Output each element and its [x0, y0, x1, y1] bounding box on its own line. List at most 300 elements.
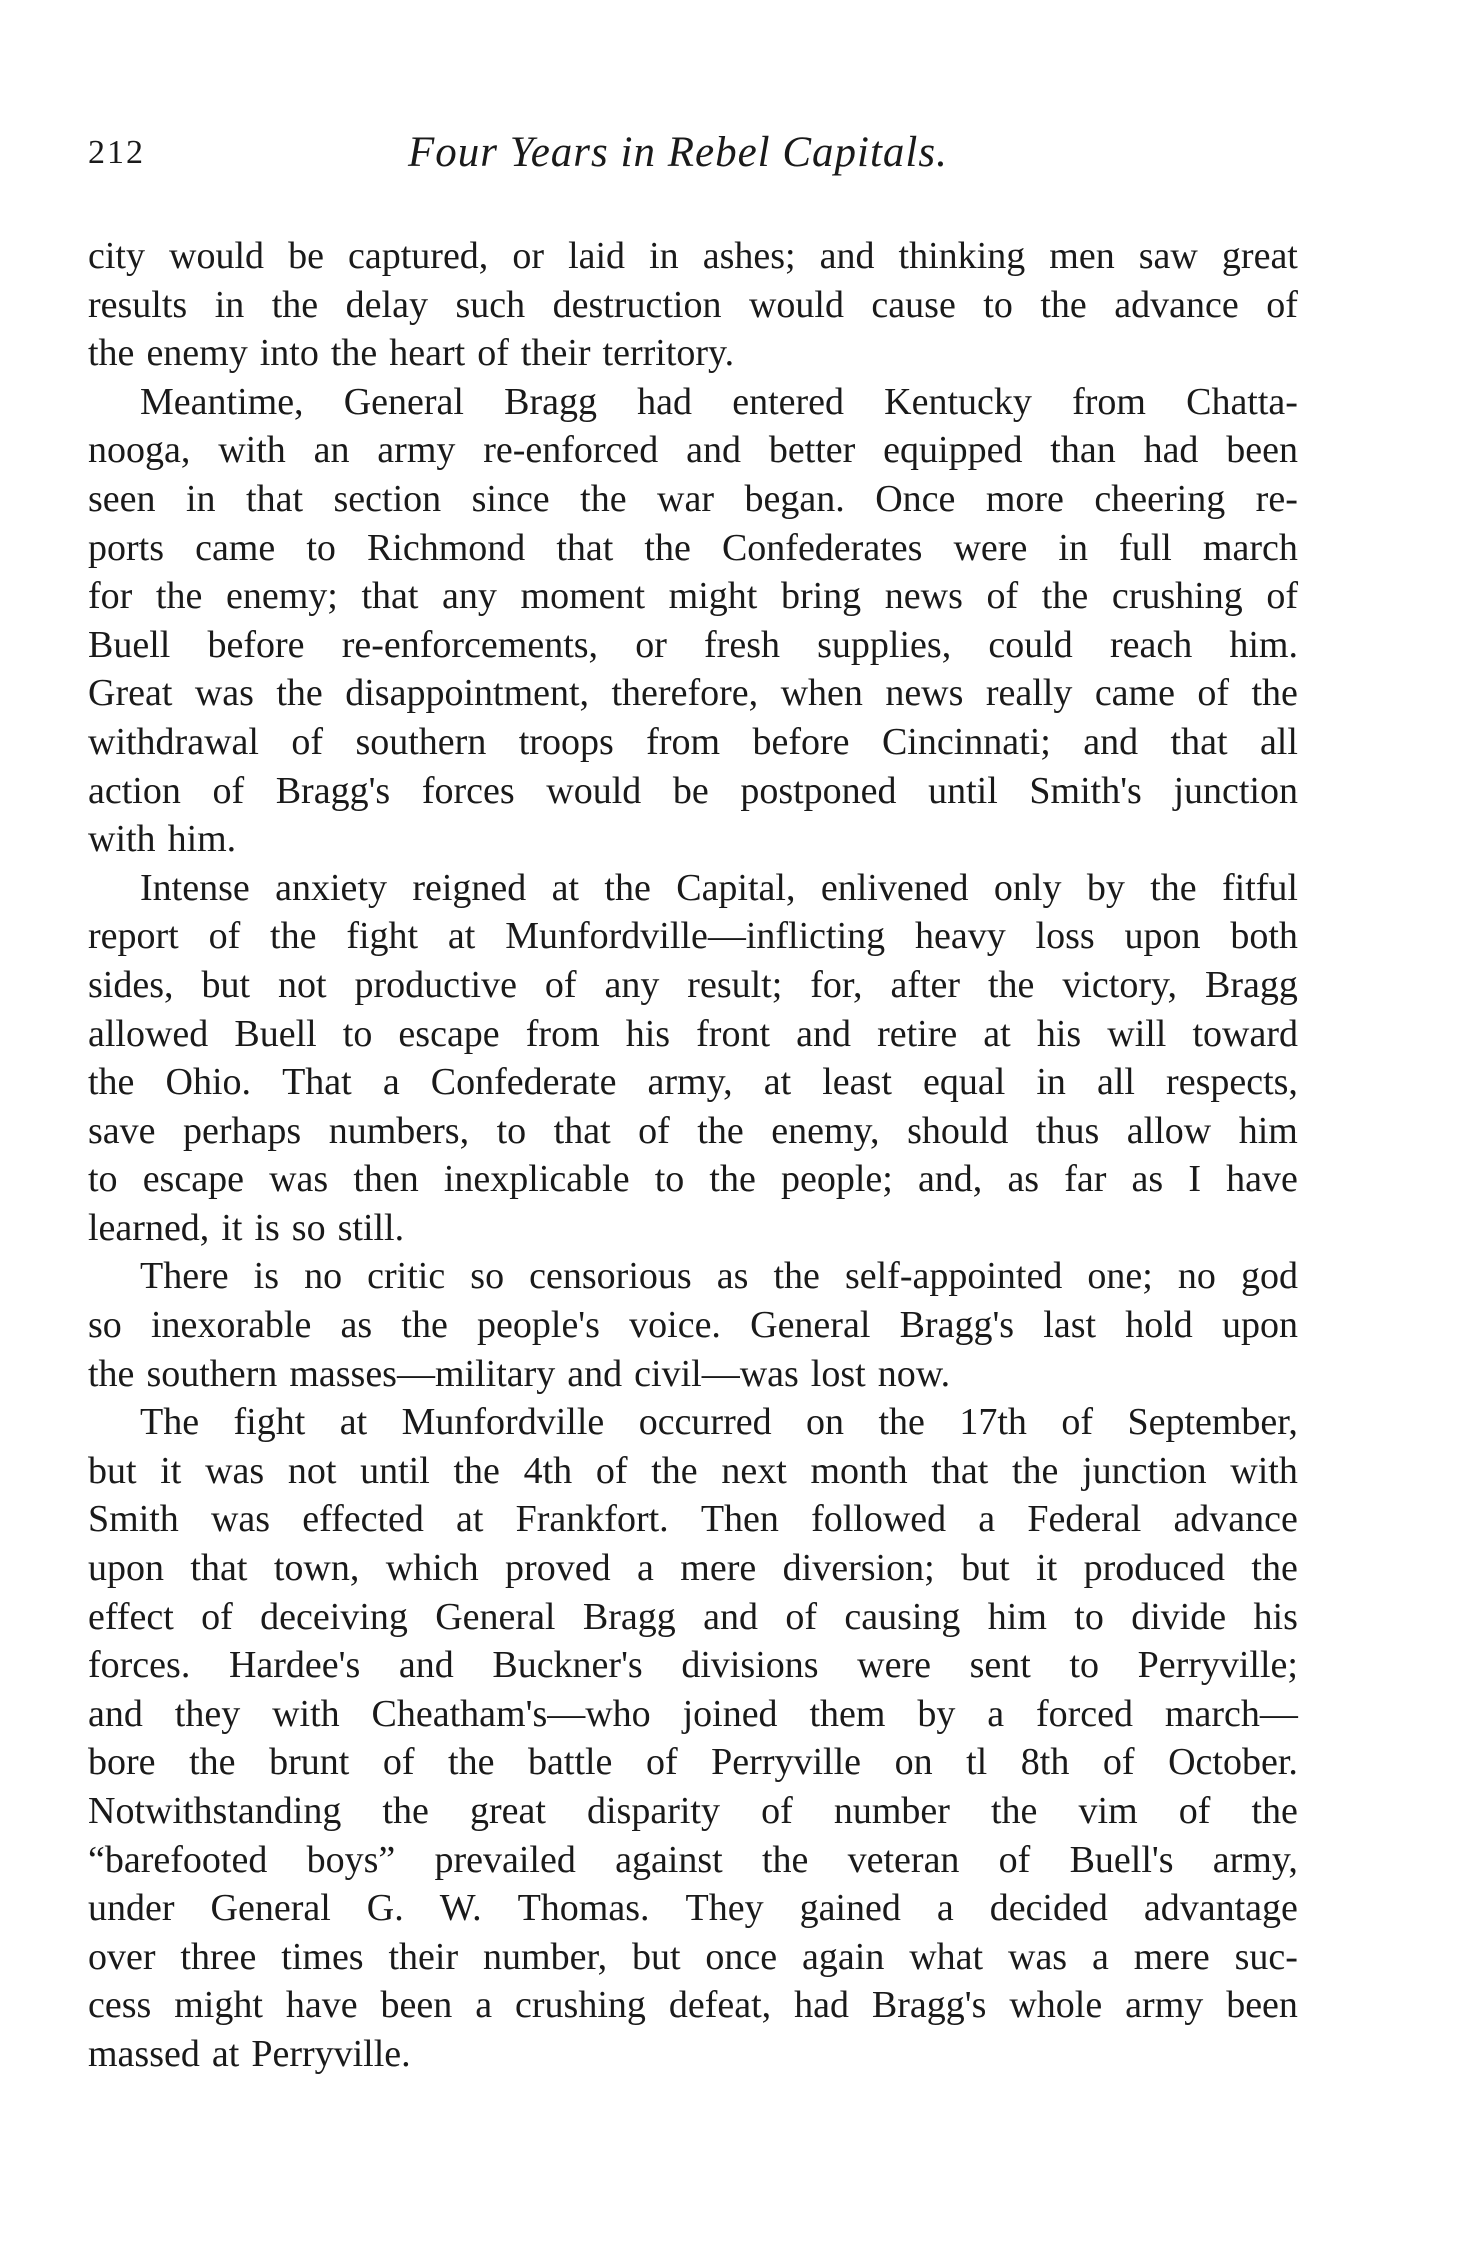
word: the [991, 1790, 1038, 1832]
word: of [761, 1790, 793, 1832]
word: Confederate [430, 1061, 617, 1104]
word: General [435, 1595, 556, 1638]
word: him [1238, 1109, 1298, 1152]
word: report [88, 915, 179, 958]
word: at [763, 1061, 792, 1104]
word: army [377, 429, 456, 472]
word: a [978, 1498, 996, 1541]
word: no [304, 1255, 343, 1298]
word: southern [355, 720, 487, 763]
word: that [1170, 720, 1228, 763]
word: no [1177, 1255, 1216, 1298]
word: upon [88, 1547, 164, 1590]
word: from [1072, 380, 1146, 423]
word: that [246, 477, 304, 520]
word: they [174, 1692, 241, 1735]
word: was [210, 1498, 271, 1541]
word: sent [969, 1644, 1031, 1687]
word: to [1069, 1644, 1099, 1687]
word: which [385, 1547, 479, 1590]
word: of [1178, 1790, 1211, 1832]
word: from [646, 720, 721, 763]
word: it [221, 1206, 243, 1249]
word: next [721, 1449, 787, 1492]
word: the [604, 866, 651, 909]
word: what [909, 1935, 984, 1978]
text-line [88, 426, 1298, 475]
word: moment [520, 575, 646, 618]
word: be [288, 235, 324, 277]
word: the [580, 477, 627, 520]
word: Confederates [721, 526, 923, 569]
word: decided [989, 1887, 1108, 1930]
word: of [986, 575, 1019, 618]
word: voice. [629, 1304, 721, 1347]
text-line [88, 767, 1298, 816]
body-text [88, 232, 1298, 2079]
word: of [382, 1741, 415, 1784]
word: the [88, 1352, 135, 1395]
word: his [1253, 1595, 1298, 1638]
word: Bragg [582, 1595, 676, 1638]
word: reigned [412, 866, 527, 909]
word: at [551, 866, 580, 909]
word: city [88, 235, 145, 277]
word: the [1040, 283, 1087, 326]
word: and [703, 1595, 758, 1638]
word: still. [337, 1206, 405, 1249]
word: October. [1168, 1741, 1298, 1784]
word: army, [647, 1061, 733, 1104]
word: by [917, 1692, 956, 1735]
word: really [985, 672, 1073, 715]
word: with [1230, 1449, 1298, 1492]
word: to [496, 1109, 527, 1152]
text-line [88, 1884, 1298, 1933]
word: inexplicable [443, 1158, 630, 1201]
word: were [857, 1644, 931, 1687]
text-line [88, 1738, 1298, 1787]
word: crushing [515, 1984, 646, 2027]
word: whole [1009, 1984, 1103, 2027]
word: Buell [88, 623, 171, 666]
page-number: 212 [88, 134, 145, 171]
word: of [785, 1595, 817, 1638]
word: Richmond [366, 526, 526, 569]
word: march [1202, 526, 1298, 569]
word: was [205, 1449, 265, 1492]
word: that [931, 1449, 989, 1492]
word: General [210, 1887, 331, 1930]
text-line [88, 232, 1298, 281]
word: mere [680, 1547, 757, 1590]
word: toward [1192, 1012, 1298, 1055]
text-line [88, 1495, 1298, 1544]
word: all [1259, 720, 1298, 763]
word: G. [366, 1887, 404, 1930]
word: 17th [959, 1401, 1027, 1444]
text-line [88, 1350, 1298, 1399]
word: heavy [914, 915, 1006, 958]
word: a [987, 1692, 1005, 1735]
running-title: Four Years in Rebel Capitals. [408, 129, 948, 176]
word: since [471, 477, 550, 520]
word: Meantime, [140, 380, 304, 423]
word: W. [439, 1887, 482, 1930]
word: fresh [704, 623, 780, 666]
word: could [988, 623, 1073, 666]
word: so [470, 1255, 505, 1298]
word: their [520, 332, 591, 375]
word: cess [88, 1984, 152, 2027]
word: the [271, 283, 319, 326]
word: at [339, 1401, 368, 1444]
word: an [313, 429, 350, 472]
word: god [1240, 1255, 1298, 1298]
text-line [88, 1447, 1298, 1496]
word: began. [744, 477, 845, 520]
word: against [615, 1838, 723, 1881]
word: great [1221, 235, 1298, 277]
word: ashes; [702, 235, 796, 277]
word: the [448, 1741, 495, 1784]
word: cause [871, 283, 956, 326]
word: better [768, 429, 856, 472]
word: of [477, 332, 509, 375]
word: been [380, 1984, 453, 2027]
word: disappointment, [345, 672, 590, 715]
word: to [983, 283, 1013, 326]
word: to [654, 1158, 685, 1201]
word: escape [142, 1158, 244, 1201]
word: full [1119, 526, 1172, 569]
word: defeat, [668, 1984, 772, 2027]
word: news [884, 575, 963, 618]
word: September, [1127, 1401, 1298, 1444]
word: The [140, 1401, 200, 1444]
word: that [361, 575, 419, 618]
word: had [1143, 429, 1199, 472]
word: advance [1173, 1498, 1298, 1541]
word: re-enforcements, [341, 623, 599, 666]
word: on [806, 1401, 845, 1444]
word: ports [88, 526, 164, 569]
word: effect [88, 1595, 174, 1638]
word: the [276, 672, 323, 715]
word: was [194, 672, 254, 715]
word: equipped [883, 429, 1023, 472]
word: that [190, 1547, 248, 1590]
word: month [810, 1449, 908, 1492]
text-line [88, 1593, 1298, 1642]
word: supplies, [817, 623, 952, 666]
word: front [696, 1012, 771, 1055]
word: They [685, 1887, 764, 1930]
word: Chatta- [1186, 380, 1298, 423]
text-line [88, 864, 1298, 913]
word: only [993, 866, 1062, 909]
word: numbers, [328, 1109, 470, 1152]
word: their [388, 1935, 459, 1978]
word: when [780, 672, 863, 715]
word: Smith's [1029, 769, 1142, 812]
word: Smith [88, 1498, 179, 1541]
word: hold [1125, 1304, 1193, 1347]
word: to [1074, 1595, 1104, 1638]
text-line [88, 961, 1298, 1010]
word: Buell's [1069, 1838, 1174, 1881]
word: before [207, 623, 305, 666]
word: a [382, 1061, 400, 1104]
word: self-appointed [844, 1255, 1063, 1298]
word: but [88, 1449, 137, 1492]
word: Hardee's [228, 1644, 361, 1687]
word: in [214, 283, 245, 326]
text-line [88, 1301, 1298, 1350]
text-line [88, 1155, 1298, 1204]
text-line [88, 1933, 1298, 1982]
word: town, [273, 1547, 360, 1590]
word: or [512, 235, 545, 277]
word: is [253, 1255, 280, 1298]
word: postponed [740, 769, 897, 812]
word: at [983, 1012, 1011, 1055]
word: might [668, 575, 758, 618]
word: until [928, 769, 998, 812]
word: Perryville [711, 1741, 862, 1784]
word: Cincinnati; [881, 720, 1051, 763]
word: bore [88, 1741, 156, 1784]
word: saw [1138, 235, 1198, 277]
text-line [88, 718, 1298, 767]
word: of [212, 769, 245, 812]
text-line [88, 329, 1298, 378]
word: entered [732, 380, 845, 423]
word: again [802, 1935, 885, 1978]
word: more [985, 477, 1064, 520]
word: the [401, 1304, 448, 1347]
word: Buckner's [492, 1644, 643, 1687]
word: occurred [638, 1401, 772, 1444]
word: people's [477, 1304, 600, 1347]
word: advance [1114, 283, 1239, 326]
word: to [342, 1012, 373, 1055]
word: inexorable [150, 1304, 312, 1347]
word: the [1251, 672, 1298, 715]
word: at [447, 915, 476, 958]
word: 4th [523, 1449, 573, 1492]
word: tl [966, 1741, 988, 1784]
word: enemy, [771, 1109, 880, 1152]
word: was [269, 1158, 329, 1201]
text-line [88, 1641, 1298, 1690]
text-line [88, 1058, 1298, 1107]
word: mere [1133, 1935, 1210, 1978]
word: junction [1082, 1449, 1207, 1492]
word: to [88, 1158, 118, 1201]
word: at [211, 2032, 240, 2075]
text-line [88, 572, 1298, 621]
word: the [761, 1838, 809, 1881]
word: that [556, 526, 614, 569]
word: the [88, 332, 135, 375]
word: might [174, 1984, 263, 2027]
word: least [822, 1061, 892, 1104]
word: came [1094, 672, 1175, 715]
word: anxiety [275, 866, 387, 909]
word: effected [302, 1498, 424, 1541]
word: not [277, 963, 327, 1006]
word: Kentucky [884, 380, 1032, 423]
word: Perryville. [251, 2032, 411, 2075]
word: of [291, 720, 324, 763]
word: fight [346, 915, 419, 958]
word: have [1226, 1158, 1298, 1201]
word: to [306, 526, 336, 569]
word: the [382, 1790, 429, 1832]
word: Then [700, 1498, 779, 1541]
word: now. [877, 1352, 951, 1395]
word: loss [1035, 915, 1095, 958]
text-line [88, 378, 1298, 427]
word: forces [421, 769, 515, 812]
word: divide [1131, 1595, 1227, 1638]
word: followed [811, 1498, 947, 1541]
word: of [1266, 575, 1298, 618]
word: Bragg [1204, 963, 1298, 1006]
word: on [894, 1741, 933, 1784]
word: as [340, 1304, 373, 1347]
word: reach [1109, 623, 1193, 666]
word: all [1096, 1061, 1135, 1104]
word: any [442, 575, 497, 618]
word: the [773, 1255, 820, 1298]
word: of [201, 1595, 233, 1638]
word: troops [518, 720, 614, 763]
word: the [1251, 1790, 1298, 1832]
word: brunt [269, 1741, 350, 1784]
text-line [88, 1204, 1298, 1253]
word: march— [1164, 1692, 1298, 1735]
word: came [195, 526, 276, 569]
word: battle [528, 1741, 613, 1784]
word: him. [167, 818, 237, 861]
word: the [270, 915, 317, 958]
word: and [567, 1352, 623, 1395]
word: junction [1173, 769, 1298, 812]
word: forces. [88, 1644, 191, 1687]
word: and [819, 235, 875, 277]
word: delay [345, 283, 428, 326]
word: advantage [1143, 1887, 1298, 1930]
word: the [330, 332, 378, 375]
word: the [1150, 866, 1197, 909]
word: number [833, 1790, 950, 1832]
word: into [259, 332, 319, 375]
word: of [595, 1449, 628, 1492]
word: but [201, 963, 250, 1006]
word: section [333, 477, 442, 520]
word: sides, [88, 963, 174, 1006]
word: so [291, 1206, 326, 1249]
word: far [1064, 1158, 1107, 1201]
word: with [88, 818, 156, 861]
word: result; [687, 963, 783, 1006]
word: Munfordville—inflicting [505, 915, 886, 958]
word: with [218, 429, 286, 472]
word: perhaps [183, 1109, 302, 1152]
word: the [189, 1741, 236, 1784]
word: his [625, 1012, 671, 1055]
text-line [88, 524, 1298, 573]
word: Notwithstanding [88, 1790, 342, 1832]
text-line [88, 669, 1298, 718]
word: destruction [552, 283, 722, 326]
word: crushing [1111, 575, 1243, 618]
word: enemy [146, 332, 248, 375]
word: over [88, 1935, 156, 1978]
word: from [525, 1012, 600, 1055]
word: of [1266, 283, 1298, 326]
word: for, [810, 963, 863, 1006]
word: Capital, [676, 866, 796, 909]
word: cheering [1094, 477, 1226, 520]
word: territory. [602, 332, 735, 375]
word: was [1008, 1935, 1068, 1978]
word: captured, [348, 235, 489, 277]
word: would [748, 283, 844, 326]
text-line [88, 1544, 1298, 1593]
word: productive [354, 963, 517, 1006]
word: nooga, [88, 429, 191, 472]
word: censorious [529, 1255, 692, 1298]
word: the [1041, 575, 1089, 618]
word: critic [367, 1255, 446, 1298]
word: retire [877, 1012, 958, 1055]
word: General [750, 1304, 871, 1347]
word: the [644, 526, 691, 569]
word: Munfordville [401, 1401, 605, 1444]
word: is [254, 1206, 280, 1249]
word: withdrawal [88, 720, 259, 763]
word: in [186, 477, 216, 520]
word: action [88, 769, 181, 812]
word: Ohio. [165, 1061, 252, 1104]
text-line [88, 815, 1298, 864]
word: Perryville; [1137, 1644, 1298, 1687]
word: the [1251, 1547, 1298, 1590]
word: produced [1083, 1547, 1225, 1590]
word: his [1036, 1012, 1082, 1055]
word: or [635, 623, 667, 666]
word: Buell [234, 1012, 317, 1055]
word: should [907, 1109, 1009, 1152]
word: a [475, 1984, 493, 2027]
word: not [287, 1449, 337, 1492]
word: masses—military [289, 1352, 556, 1395]
word: That [282, 1061, 352, 1104]
text-line [88, 475, 1298, 524]
word: in [1058, 526, 1088, 569]
word: news [885, 672, 964, 715]
word: thinking [898, 235, 1026, 277]
word: of [998, 1838, 1031, 1881]
word: of [1061, 1401, 1094, 1444]
word: deceiving [260, 1595, 408, 1638]
word: massed [88, 2032, 200, 2075]
word: a [637, 1547, 654, 1590]
word: and [796, 1012, 851, 1055]
